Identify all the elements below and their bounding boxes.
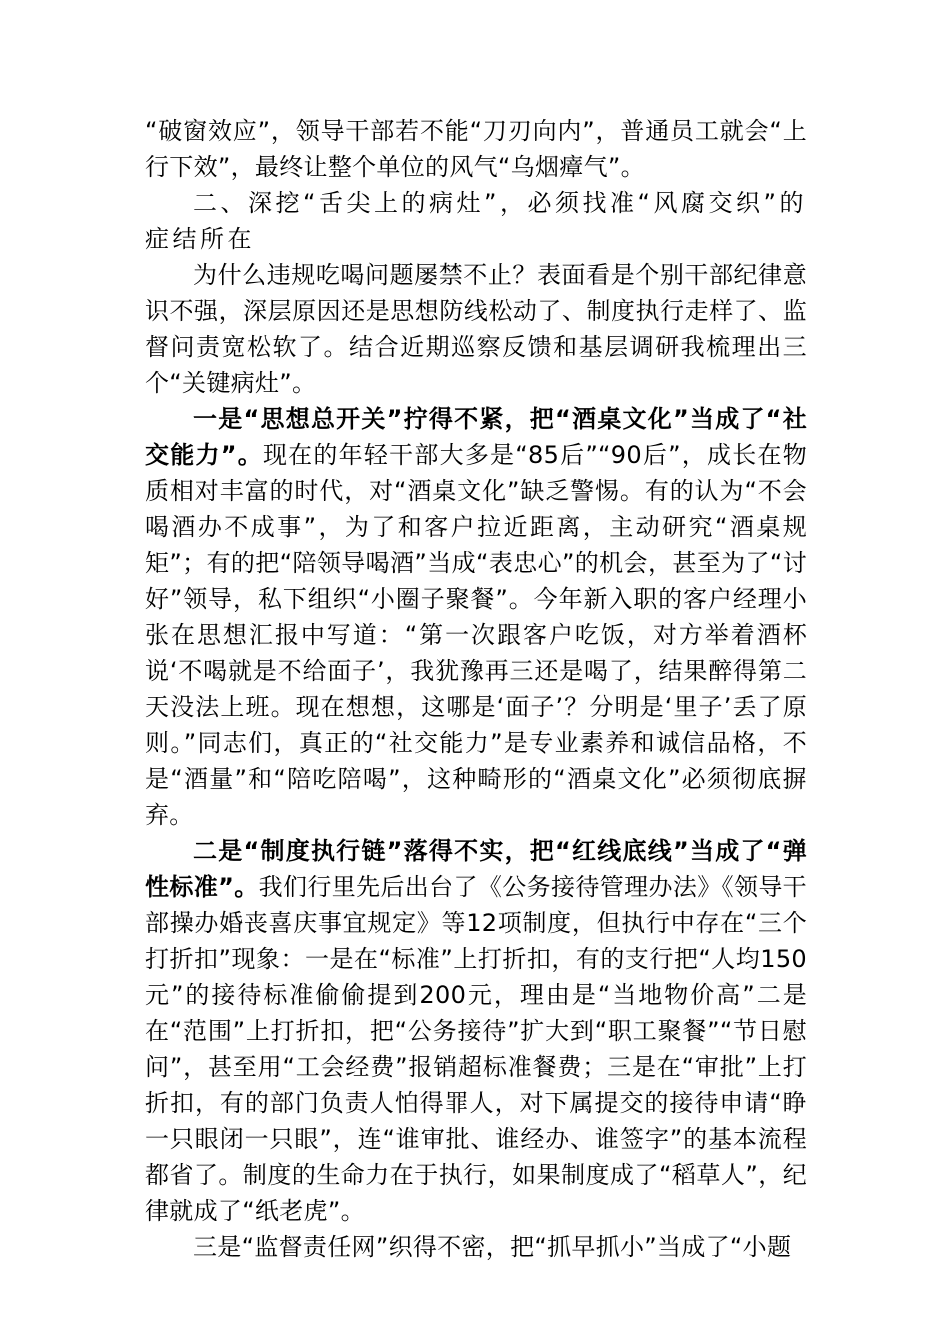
document-body: [145, 113, 807, 1265]
paragraph-point-one: [145, 401, 807, 833]
point-two-heading: 二是“制度执行链”落得不实，把“红线底线”当成了“弹性标准”。: [145, 837, 807, 901]
paragraph-point-two: [145, 833, 807, 1229]
point-one-text: 现在的年轻干部大多是“85后”“90后”，成长在物质相对丰富的时代，对“酒桌文化”缺乏警惕。有的认为“不会喝酒办不成事”，为了和客户拉近距离，主动研究“酒桌规矩”；有的把“陪领导喝酒”当成“表忠心”的机会，甚至为了“讨好”领导，私下组织“小圈子聚餐”。今年新入职的客户经理小张在思想汇报中写道：“第一次跟客户吃饭，对方举着酒杯说‘不喝就是不给面子’，我犹豫再三还是喝了，结果醉得第二天没法上班。现在想想，这哪是‘面子’？分明是‘里子’丢了原则。”同志们，真正的“社交能力”是专业素养和诚信品格，不是“酒量”和“陪吃陪喝”，这种畸形的“酒桌文化”必须彻底摒弃。: [145, 441, 808, 829]
paragraph-text: “破窗效应”，领导干部若不能“刀刃向内”，普通员工就会“上行下效”，最终让整个单位的风气“乌烟瘴气”。: [145, 117, 807, 181]
paragraph-intro: [145, 257, 807, 401]
section-heading-text: 二、深挖“舌尖上的病灶”，必须找准“风腐交织”的症结所在: [145, 189, 807, 253]
point-two-text: 我们行里先后出台了《公务接待管理办法》《领导干部操办婚丧喜庆事宜规定》等12项制度，但执行中存在“三个打折扣”现象：一是在“标准”上打折扣，有的支行把“人均150元”的接待标准偷偷提到200元，理由是“当地物价高”二是在“范围”上打折扣，把“公务接待”扩大到“职工聚餐”“节日慰问”，甚至用“工会经费”报销超标准餐费；三是在“审批”上打折扣，有的部门负责人怕得罪人，对下属提交的接待申请“睁一只眼闭一只眼”，连“谁审批、谁经办、谁签字”的基本流程都省了。制度的生命力在于执行，如果制度成了“稻草人”，纪律就成了“纸老虎”。: [145, 873, 807, 1225]
section-heading: [145, 185, 807, 257]
point-three-text: 三是“监督责任网”织得不密，把“抓早抓小”当成了“小题: [193, 1233, 792, 1261]
paragraph-point-three: [145, 1229, 807, 1265]
paragraph-continuation: [145, 113, 807, 185]
paragraph-text: 为什么违规吃喝问题屡禁不止？表面看是个别干部纪律意识不强，深层原因还是思想防线松动了、制度执行走样了、监督问责宽松软了。结合近期巡察反馈和基层调研我梳理出三个“关键病灶”。: [145, 261, 807, 397]
point-one-heading: 一是“思想总开关”拧得不紧，把“酒桌文化”当成了“社交能力”。: [145, 405, 807, 469]
